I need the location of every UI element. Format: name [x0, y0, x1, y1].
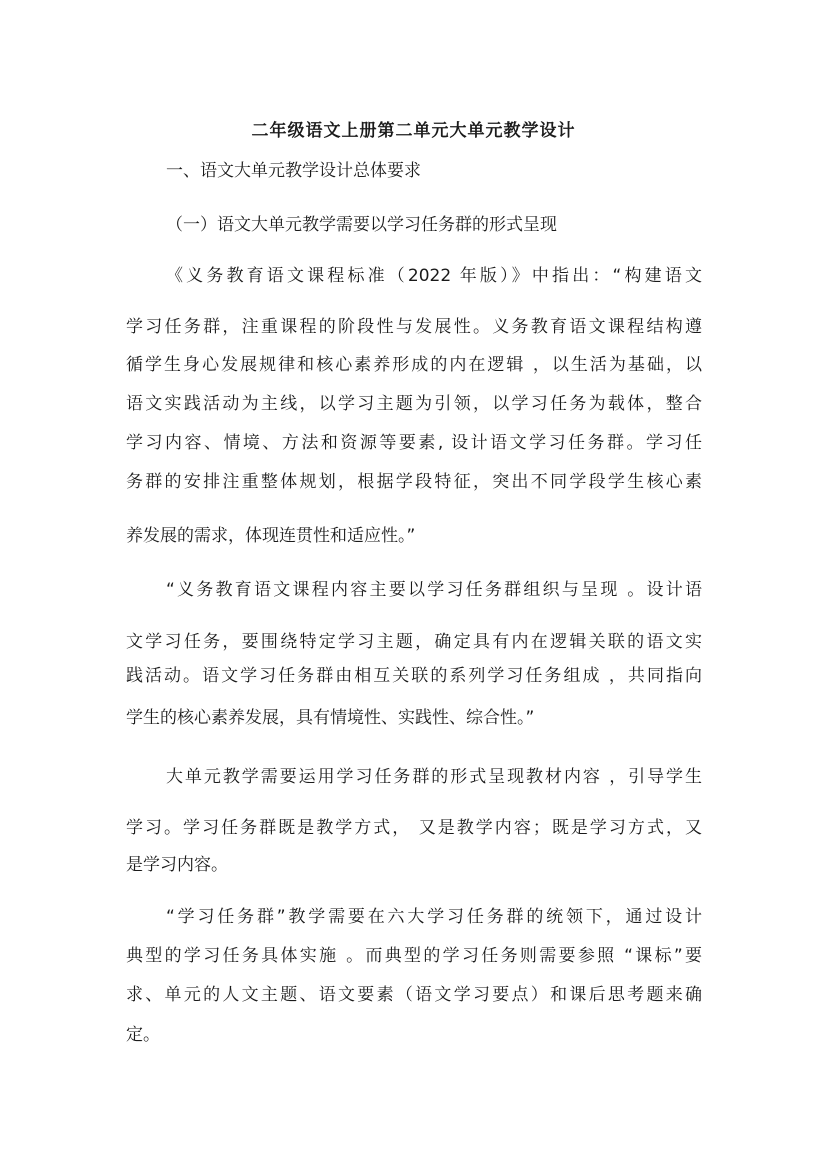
paragraph-line: 求、单元的人文主题、语文要素（语文学习要点）和课后思考题来确	[126, 985, 702, 1005]
paragraph-line: 典型的学习任务具体实施 。而典型的学习任务则需要参照 “课标”要	[126, 946, 702, 966]
paragraph-line: 学习任务群，注重课程的阶段性与发展性。义务教育语文课程结构遵	[126, 317, 702, 337]
paragraph-line: 学习。学习任务群既是教学方式， 又是教学内容；既是学习方式，又	[126, 818, 702, 838]
document-title: 二年级语文上册第二单元大单元教学设计	[251, 121, 576, 141]
paragraph-line: 是学习内容。	[126, 855, 228, 875]
paragraph-line: 养发展的需求，体现连贯性和适应性。”	[126, 526, 416, 546]
paragraph-line: 循学生身心发展规律和核心素养形成的内在逻辑 ，以生活为基础，以	[126, 355, 702, 375]
paragraph-line: 务群的安排注重整体规划，根据学段特征，突出不同学段学生核心素	[126, 472, 702, 492]
paragraph-line: 践活动。语文学习任务群由相互关联的系列学习任务组成 ，共同指向	[126, 666, 702, 686]
paragraph-line: 《义务教育语文课程标准（2022 年版）》中指出：“构建语文	[166, 266, 702, 286]
paragraph-line: 学生的核心素养发展，具有情境性、实践性、综合性。”	[126, 708, 535, 728]
paragraph-line: 大单元教学需要运用学习任务群的形式呈现教材内容 ，引导学生	[166, 767, 702, 787]
paragraph-line: 定。	[126, 1025, 160, 1045]
paragraph-line: “学习任务群”教学需要在六大学习任务群的统领下，通过设计	[166, 907, 702, 927]
paragraph-line: 文学习任务，要围绕特定学习主题，确定具有内在逻辑关联的语文实	[126, 632, 702, 652]
paragraph-line: 语文实践活动为主线，以学习主题为引领，以学习任务为载体，整合	[126, 394, 702, 414]
section-heading-1: 一、语文大单元教学设计总体要求	[166, 161, 421, 181]
subsection-heading-1: （一）语文大单元教学需要以学习任务群的形式呈现	[166, 215, 557, 235]
paragraph-line: “义务教育语文课程内容主要以学习任务群组织与呈现 。设计语	[166, 580, 702, 600]
paragraph-line: 学习内容、情境、方法和资源等要素, 设计语文学习任务群。学习任	[126, 433, 702, 453]
